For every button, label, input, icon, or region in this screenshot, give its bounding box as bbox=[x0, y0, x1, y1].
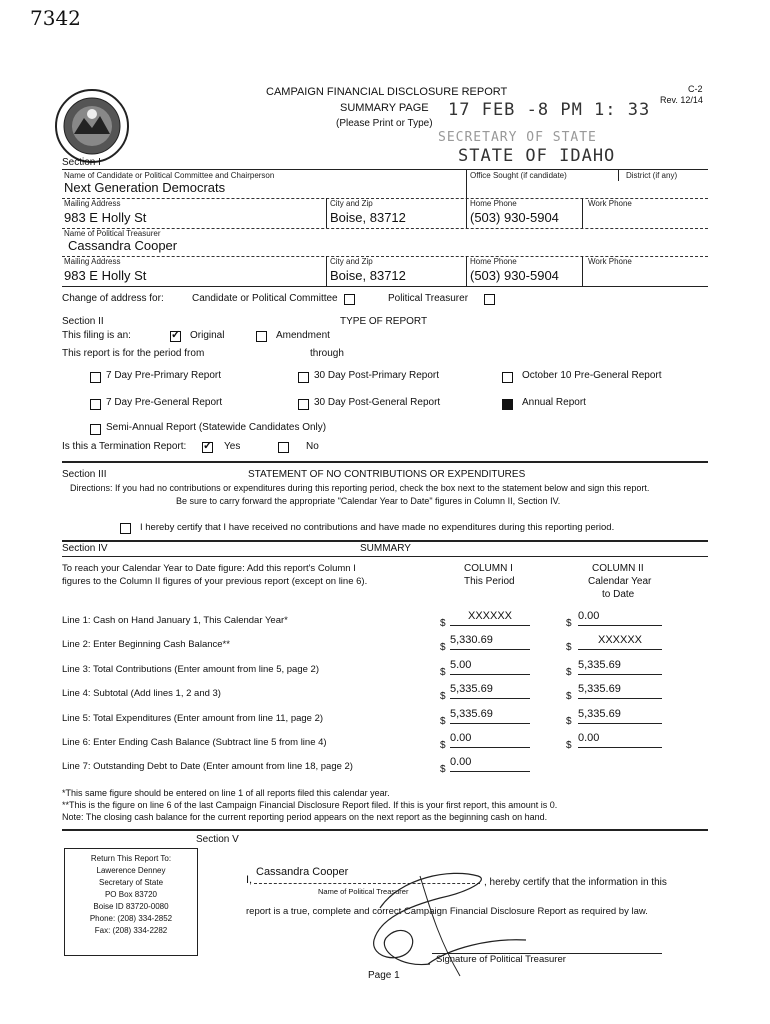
return-address-line: Return This Report To: bbox=[90, 854, 172, 863]
treasurer-name-caption: Name of Political Treasurer bbox=[318, 887, 409, 896]
post-general-label: 30 Day Post-General Report bbox=[314, 397, 441, 408]
treasurer-home-phone-value[interactable]: (503) 930-5904 bbox=[470, 268, 559, 283]
column1-underline bbox=[450, 698, 530, 699]
report-title: CAMPAIGN FINANCIAL DISCLOSURE REPORT bbox=[266, 86, 508, 98]
column2-value[interactable]: 0.00 bbox=[578, 732, 600, 744]
annual-checkbox[interactable] bbox=[502, 399, 513, 410]
column1-value[interactable]: 0.00 bbox=[450, 732, 472, 744]
received-stamp-office: SECRETARY OF STATE bbox=[438, 130, 597, 145]
column1-value[interactable]: XXXXXX bbox=[467, 610, 513, 622]
semiannual-label: Semi-Annual Report (Statewide Candidates Only) bbox=[106, 422, 327, 433]
column1-value[interactable]: 5.00 bbox=[450, 658, 472, 671]
mailing-address-value[interactable]: 983 E Holly St bbox=[64, 210, 147, 225]
summary-line-label: Line 4: Subtotal (Add lines 1, 2 and 3) bbox=[62, 688, 221, 700]
no-contributions-heading: STATEMENT OF NO CONTRIBUTIONS OR EXPENDITURES bbox=[248, 469, 526, 480]
column2-currency: $ bbox=[566, 666, 572, 678]
treasurer-name-value[interactable]: Cassandra Cooper bbox=[68, 238, 178, 253]
pre-primary-checkbox[interactable] bbox=[90, 372, 101, 383]
change-address-label: Change of address for: bbox=[62, 293, 164, 304]
summary-intro-2: figures to the Column II figures of your previous report (except on line 6). bbox=[62, 576, 368, 587]
column2-value[interactable]: 5,335.69 bbox=[578, 683, 621, 696]
report-certify-text: report is a true, complete and correct Campaign Financial Disclosure Report as required by law. bbox=[246, 906, 648, 917]
summary-heading: SUMMARY bbox=[360, 543, 411, 554]
type-of-report-heading: TYPE OF REPORT bbox=[340, 316, 428, 327]
column2-subtitle-1: Calendar Year bbox=[588, 576, 652, 587]
no-contributions-certify: I hereby certify that I have received no contributions and have made no expenditures during this reporting period. bbox=[140, 522, 615, 533]
home-phone-label: Home Phone bbox=[470, 199, 517, 208]
form-id: C-2 bbox=[688, 84, 703, 94]
column2-value[interactable]: 0.00 bbox=[578, 610, 600, 622]
summary-line-label: Line 3: Total Contributions (Enter amount from line 5, page 2) bbox=[62, 663, 319, 675]
pre-general-label: 7 Day Pre-General Report bbox=[106, 397, 223, 408]
return-address-line: Phone: (208) 334-2852 bbox=[89, 914, 173, 923]
summary-line-label: Line 5: Total Expenditures (Enter amount from line 11, page 2) bbox=[62, 712, 324, 724]
pre-primary-label: 7 Day Pre-Primary Report bbox=[106, 370, 222, 381]
i-label: I, bbox=[246, 874, 253, 886]
city-zip-value[interactable]: Boise, 83712 bbox=[330, 210, 406, 225]
column1-underline bbox=[450, 674, 530, 675]
column2-underline bbox=[578, 625, 662, 626]
column2-title: COLUMN II bbox=[592, 563, 644, 574]
column1-underline bbox=[450, 723, 530, 724]
report-subtitle: SUMMARY PAGE bbox=[340, 102, 429, 114]
summary-line-label: Line 2: Enter Beginning Cash Balance** bbox=[62, 639, 230, 651]
handwritten-number: 7342 bbox=[30, 6, 81, 30]
certify-text: , hereby certify that the information in this bbox=[484, 877, 667, 888]
pre-general-checkbox[interactable] bbox=[90, 399, 101, 410]
section3-directions-2: Be sure to carry forward the appropriate "Calendar Year to Date" figures in Column II, Section IV. bbox=[176, 496, 561, 506]
treasurer-mailing-label: Mailing Address bbox=[64, 257, 121, 266]
no-contributions-checkbox[interactable] bbox=[120, 523, 131, 534]
column2-currency: $ bbox=[566, 618, 572, 629]
summary-line-label: Line 1: Cash on Hand January 1, This Calendar Year* bbox=[62, 615, 288, 626]
treasurer-mailing-value[interactable]: 983 E Holly St bbox=[64, 268, 147, 283]
filing-label: This filing is an: bbox=[62, 330, 131, 341]
return-address-line: Fax: (208) 334-2282 bbox=[94, 926, 168, 935]
section1-label: Section I bbox=[62, 157, 101, 168]
treasurer-home-phone-label: Home Phone bbox=[470, 257, 517, 266]
city-zip-label: City and Zip bbox=[330, 199, 373, 208]
return-address-line: Lawerence Denney bbox=[96, 866, 166, 875]
column2-underline bbox=[578, 698, 662, 699]
return-address-line: PO Box 83720 bbox=[104, 890, 158, 899]
form-revision: Rev. 12/14 bbox=[660, 95, 703, 105]
column1-currency: $ bbox=[440, 642, 446, 654]
section2-label: Section II bbox=[62, 316, 104, 327]
original-label: Original bbox=[190, 330, 225, 341]
column2-underline bbox=[578, 649, 662, 650]
column2-value[interactable]: 5,335.69 bbox=[578, 658, 621, 671]
change-committee-checkbox[interactable] bbox=[344, 294, 355, 305]
column1-title: COLUMN I bbox=[464, 563, 513, 574]
amendment-label: Amendment bbox=[276, 330, 330, 341]
through-label: through bbox=[310, 348, 344, 359]
column2-underline bbox=[578, 674, 662, 675]
termination-no-checkbox[interactable] bbox=[278, 442, 289, 453]
termination-yes-label: Yes bbox=[224, 441, 241, 452]
column2-currency: $ bbox=[566, 691, 572, 703]
return-address-box bbox=[64, 848, 198, 956]
home-phone-value[interactable]: (503) 930-5904 bbox=[470, 210, 559, 225]
return-address-line: Boise ID 83720-0080 bbox=[93, 902, 169, 911]
column2-underline bbox=[578, 723, 662, 724]
committee-name-value[interactable]: Next Generation Democrats bbox=[64, 180, 226, 195]
name-label: Name of Candidate or Political Committee and Chairperson bbox=[64, 171, 275, 180]
return-address-line: Secretary of State bbox=[98, 878, 164, 887]
column1-underline bbox=[450, 625, 530, 626]
section4-label: Section IV bbox=[62, 543, 108, 554]
original-checkbox[interactable] bbox=[170, 331, 181, 342]
oct10-label: October 10 Pre-General Report bbox=[522, 370, 662, 381]
treasurer-city-label: City and Zip bbox=[330, 257, 373, 266]
column1-value[interactable]: 5,335.69 bbox=[450, 707, 493, 720]
signature-caption: Signature of Political Treasurer bbox=[436, 954, 566, 965]
change-opt-treasurer-label: Political Treasurer bbox=[388, 293, 469, 304]
column2-underline bbox=[578, 747, 662, 748]
summary-intro-1: To reach your Calendar Year to Date figure: Add this report's Column I bbox=[62, 563, 356, 574]
received-stamp-date: 17 FEB -8 PM 1: 33 bbox=[448, 100, 651, 120]
section5-label: Section V bbox=[196, 834, 239, 845]
column1-currency: $ bbox=[440, 764, 446, 776]
column1-currency: $ bbox=[440, 691, 446, 703]
column1-currency: $ bbox=[440, 618, 446, 629]
post-primary-label: 30 Day Post-Primary Report bbox=[314, 370, 440, 381]
column1-currency: $ bbox=[440, 715, 446, 727]
note-1: *This same figure should be entered on line 1 of all reports filed this calendar year. bbox=[62, 788, 390, 798]
change-opt-committee-label: Candidate or Political Committee bbox=[192, 293, 338, 304]
mailing-address-label: Mailing Address bbox=[64, 199, 121, 208]
report-instruction: (Please Print or Type) bbox=[336, 118, 433, 129]
summary-line-label: Line 6: Enter Ending Cash Balance (Subtract line 5 from line 4) bbox=[62, 737, 327, 748]
semiannual-checkbox[interactable] bbox=[90, 424, 101, 435]
column2-subtitle-2: to Date bbox=[602, 589, 635, 600]
section3-directions-1: Directions: If you had no contributions or expenditures during this reporting period, check the box next to the statement below and sign this report. bbox=[70, 483, 650, 493]
column1-underline bbox=[450, 747, 530, 748]
state-seal-icon bbox=[54, 88, 130, 164]
column1-value[interactable]: 0.00 bbox=[450, 756, 472, 769]
annual-label: Annual Report bbox=[522, 397, 586, 408]
received-stamp-state: STATE OF IDAHO bbox=[458, 146, 616, 166]
column1-value[interactable]: 5,330.69 bbox=[450, 634, 493, 647]
column1-underline bbox=[450, 771, 530, 772]
column2-value[interactable]: 5,335.69 bbox=[578, 707, 621, 720]
column2-currency: $ bbox=[566, 642, 572, 654]
column1-currency: $ bbox=[440, 740, 446, 751]
column2-currency: $ bbox=[566, 715, 572, 727]
signer-name[interactable]: Cassandra Cooper bbox=[256, 866, 349, 878]
period-label: This report is for the period from bbox=[62, 348, 205, 359]
termination-yes-checkbox[interactable] bbox=[202, 442, 213, 453]
column1-underline bbox=[450, 649, 530, 650]
note-2: **This is the figure on line 6 of the last Campaign Financial Disclosure Report filed. If this is your first report, this amount is 0. bbox=[62, 800, 558, 810]
work-phone-label: Work Phone bbox=[588, 199, 632, 208]
treasurer-name-label: Name of Political Treasurer bbox=[64, 229, 161, 238]
oct10-checkbox[interactable] bbox=[502, 372, 513, 383]
column1-value[interactable]: 5,335.69 bbox=[450, 683, 493, 696]
summary-line-label: Line 7: Outstanding Debt to Date (Enter amount from line 18, page 2) bbox=[62, 761, 353, 773]
treasurer-city-value[interactable]: Boise, 83712 bbox=[330, 268, 406, 283]
note-3: Note: The closing cash balance for the current reporting period appears on the next report as the beginning cash on hand. bbox=[62, 812, 548, 822]
section3-label: Section III bbox=[62, 469, 107, 480]
termination-label: Is this a Termination Report: bbox=[62, 441, 187, 452]
post-primary-checkbox[interactable] bbox=[298, 372, 309, 383]
treasurer-work-phone-label: Work Phone bbox=[588, 257, 632, 266]
office-sought-label: Office Sought (if candidate) bbox=[470, 171, 567, 180]
column2-value[interactable]: XXXXXX bbox=[597, 634, 643, 647]
column2-currency: $ bbox=[566, 740, 572, 751]
change-treasurer-checkbox[interactable] bbox=[484, 294, 495, 305]
column1-currency: $ bbox=[440, 666, 446, 678]
post-general-checkbox[interactable] bbox=[298, 399, 309, 410]
district-label: District (if any) bbox=[626, 171, 678, 180]
amendment-checkbox[interactable] bbox=[256, 331, 267, 342]
termination-no-label: No bbox=[306, 441, 319, 452]
page-number: Page 1 bbox=[368, 970, 400, 981]
column1-subtitle: This Period bbox=[464, 576, 515, 587]
